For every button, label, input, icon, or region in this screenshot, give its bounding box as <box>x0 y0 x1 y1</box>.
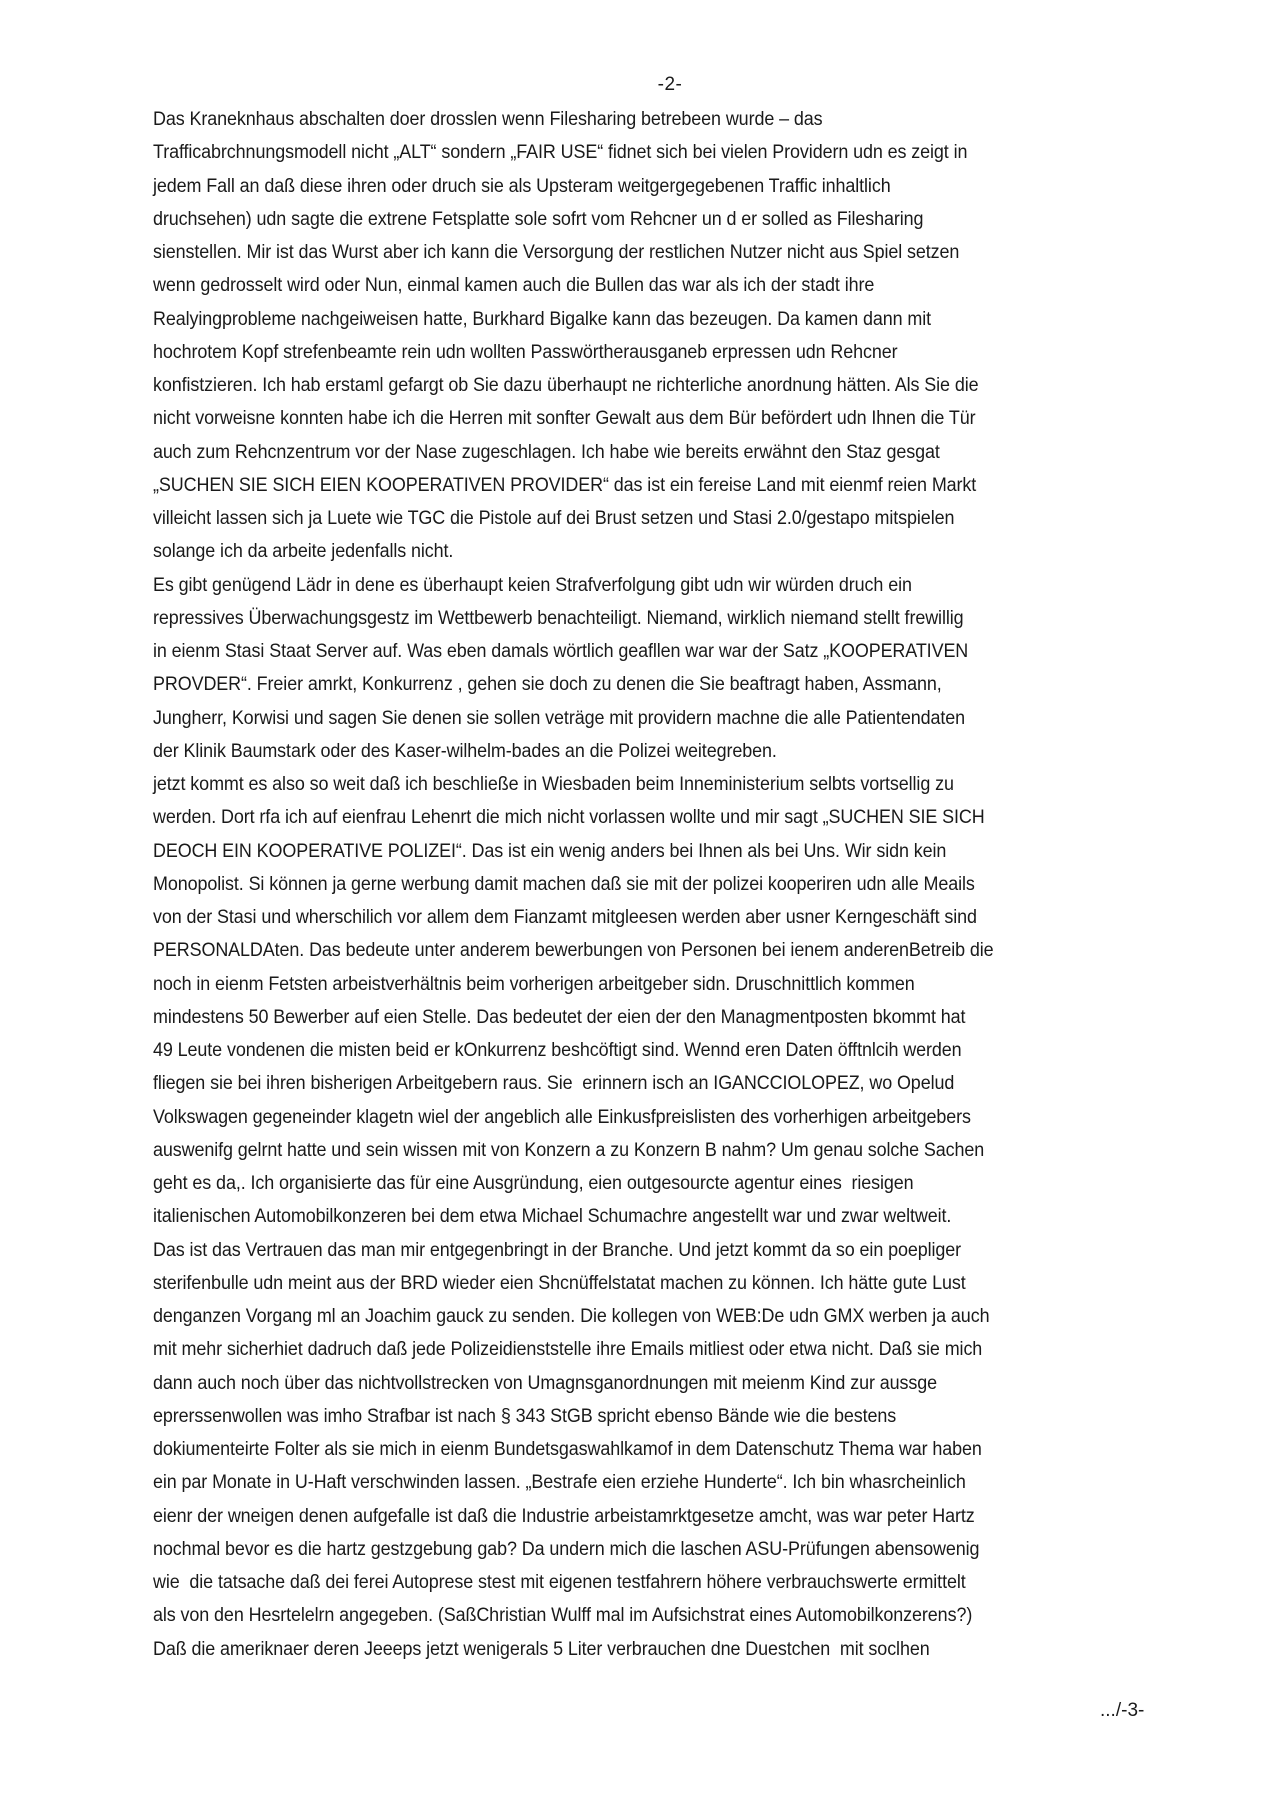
text-line: Monopolist. Si können ja gerne werbung damit machen daß sie mit der polizei kooperiren udn alle Meails <box>153 873 975 895</box>
text-line: Jungherr, Korwisi und sagen Sie denen sie sollen veträge mit providern machne die alle Patientendaten <box>153 707 965 729</box>
text-line: sienstellen. Mir ist das Wurst aber ich kann die Versorgung der restlichen Nutzer nicht aus Spiel setzen <box>153 242 960 263</box>
text-line: Realyingprobleme nachgeiweisen hatte, Burkhard Bigalke kann das bezeugen. Da kamen dann mit <box>153 308 932 330</box>
text-line: konfistzieren. Ich hab erstaml gefargt ob Sie dazu überhaupt ne richterliche anordnung hätten. Als Sie die <box>153 375 979 396</box>
text-line: wie die tatsache daß dei ferei Autoprese stest mit eigenen testfahrern höhere verbrauchswerte ermittelt <box>153 1572 966 1593</box>
text-line: als von den Hesrtelelrn angegeben. (SaßChristian Wulff mal im Aufsichstrat eines Automobilkonzerens?) <box>153 1605 973 1627</box>
text-line: jedem Fall an daß diese ihren oder druch sie als Upsteram weitgergegebenen Traffic inhaltlich <box>153 175 891 197</box>
text-line: „SUCHEN SIE SICH EIEN KOOPERATIVEN PROVIDER“ das ist ein fereise Land mit eienmf reien Markt <box>153 474 977 496</box>
text-line: PERSONALDAten. Das bedeute unter anderem bewerbungen von Personen bei ienem anderenBetreib die <box>153 940 994 962</box>
text-line: Das ist das Vertrauen das man mir entgegenbringt in der Branche. Und jetzt kommt da so ein poepliger <box>153 1239 962 1261</box>
text-line: fliegen sie bei ihren bisherigen Arbeitgebern raus. Sie erinnern isch an IGANCCIOLOPEZ, wo Opelud <box>153 1073 955 1095</box>
text-line: dann auch noch über das nichtvollstrecken von Umagnsganordnungen mit meienm Kind zur aussge <box>153 1372 937 1394</box>
text-line: auswenifg gelrnt hatte und sein wissen mit von Konzern a zu Konzern B nahm? Um genau solche Sachen <box>153 1139 985 1161</box>
text-line: 49 Leute vondenen die misten beid er kOnkurrenz beshcöftigt sind. Wennd eren Daten öfftnlcih werden <box>153 1040 962 1061</box>
text-line: italienischen Automobilkonzeren bei dem etwa Michael Schumachre angestellt war und zwar weltweit. <box>153 1206 952 1228</box>
text-line: wenn gedrosselt wird oder Nun, einmal kamen auch die Bullen das war als ich der stadt ihre <box>153 275 875 297</box>
text-line: geht es da,. Ich organisierte das für eine Ausgründung, eien outgesourcte agentur eines riesigen <box>153 1173 914 1194</box>
text-line: eienr der wneigen denen aufgefalle ist daß die Industrie arbeistamrktgesetze amcht, was war peter Hartz <box>153 1505 975 1527</box>
text-line: Daß die ameriknaer deren Jeeeps jetzt wenigerals 5 Liter verbrauchen dne Duestchen mit soclhen <box>153 1638 930 1660</box>
text-line: mit mehr sicherhiet dadruch daß jede Polizeidienststelle ihre Emails mitliest oder etwa nicht. Daß sie mich <box>153 1339 983 1361</box>
text-line: Volkswagen gegeneinder klagetn wiel der angeblich alle Einkusfpreislisten des vorherhigen arbeitgebers <box>153 1106 971 1128</box>
text-line: Trafficabrchnungsmodell nicht „ALT“ sondern „FAIR USE“ fidnet sich bei vielen Providern udn es zeigt in <box>153 142 968 164</box>
text-line: ein par Monate in U-Haft verschwinden lassen. „Bestrafe eien erziehe Hunderte“. Ich bin whasrcheinlich <box>153 1472 966 1494</box>
text-line: auch zum Rehcnzentrum vor der Nase zugeschlagen. Ich habe wie bereits erwähnt den Staz gesgat <box>153 441 940 463</box>
text-line: solange ich da arbeite jedenfalls nicht. <box>153 541 454 563</box>
text-line: Das Kraneknhaus abschalten doer drosslen wenn Filesharing betrebeen wurde – das <box>153 109 823 130</box>
text-line: werden. Dort rfa ich auf eienfrau Lehenrt die mich nicht vorlassen wollte und mir sagt „SUCHEN SIE SICH <box>153 807 985 829</box>
text-line: denganzen Vorgang ml an Joachim gauck zu senden. Die kollegen von WEB:De udn GMX werben ja auch <box>153 1306 990 1327</box>
text-line: dokiumenteirte Folter als sie mich in eienm Bundetsgaswahlkamof in dem Datenschutz Thema war haben <box>153 1439 982 1460</box>
text-line: der Klinik Baumstark oder des Kaser-wilhelm-bades an die Polizei weitegreben. <box>153 740 777 762</box>
text-line: nochmal bevor es die hartz gestzgebung gab? Da undern mich die laschen ASU-Prüfungen abensowenig <box>153 1538 980 1560</box>
text-line: hochrotem Kopf strefenbeamte rein udn wollten Passwörtherausganeb erpressen udn Rehcner <box>153 341 898 363</box>
text-line: villeicht lassen sich ja Luete wie TGC die Pistole auf dei Brust setzen und Stasi 2.0/gestapo mitspielen <box>153 508 955 529</box>
text-line: nicht vorweisne konnten habe ich die Herren mit sonfter Gewalt aus dem Bür befördert udn Ihnen die Tür <box>153 408 976 430</box>
text-line: DEOCH EIN KOOPERATIVE POLIZEI“. Das ist ein wenig anders bei Ihnen als bei Uns. Wir sidn kein <box>153 840 947 862</box>
text-line: PROVDER“. Freier amrkt, Konkurrenz , gehen sie doch zu denen die Sie beaftragt haben, Assmann, <box>153 674 942 696</box>
text-line: Es gibt genügend Lädr in dene es überhaupt keien Strafverfolgung gibt udn wir würden druch ein <box>153 574 912 596</box>
text-line: noch in eienm Fetsten arbeistverhältnis beim vorherigen arbeitgeber sidn. Druschnittlich kommen <box>153 973 915 995</box>
page-number: -2- <box>657 74 683 95</box>
body-text <box>153 103 1213 1666</box>
text-line: von der Stasi und wherschilich vor allem dem Fianzamt mitgleesen werden aber usner Kerngeschäft sind <box>153 907 977 928</box>
text-line: repressives Überwachungsgestz im Wettbewerb benachteiligt. Niemand, wirklich niemand stellt frewillig <box>153 607 964 629</box>
continuation-marker: .../-3- <box>1100 1700 1145 1721</box>
text-line: sterifenbulle udn meint aus der BRD wieder eien Shcnüffelstatat machen zu können. Ich hätte gute Lust <box>153 1272 966 1294</box>
text-line: jetzt kommt es also so weit daß ich beschließe in Wiesbaden beim Inneministerium selbts vortsellig zu <box>153 774 954 795</box>
text-line: in eienm Stasi Staat Server auf. Was eben damals wörtlich geafllen war war der Satz „KOOPERATIVEN <box>153 641 969 662</box>
text-line: eprerssenwollen was imho Strafbar ist nach § 343 StGB spricht ebenso Bände wie die bestens <box>153 1405 897 1427</box>
text-line: druchsehen) udn sagte die extrene Fetsplatte sole sofrt vom Rehcner un d er solled as Filesharing <box>153 208 924 230</box>
text-line: mindestens 50 Bewerber auf eien Stelle. Das bedeutet der eien der den Managmentposten bkommt hat <box>153 1006 966 1028</box>
